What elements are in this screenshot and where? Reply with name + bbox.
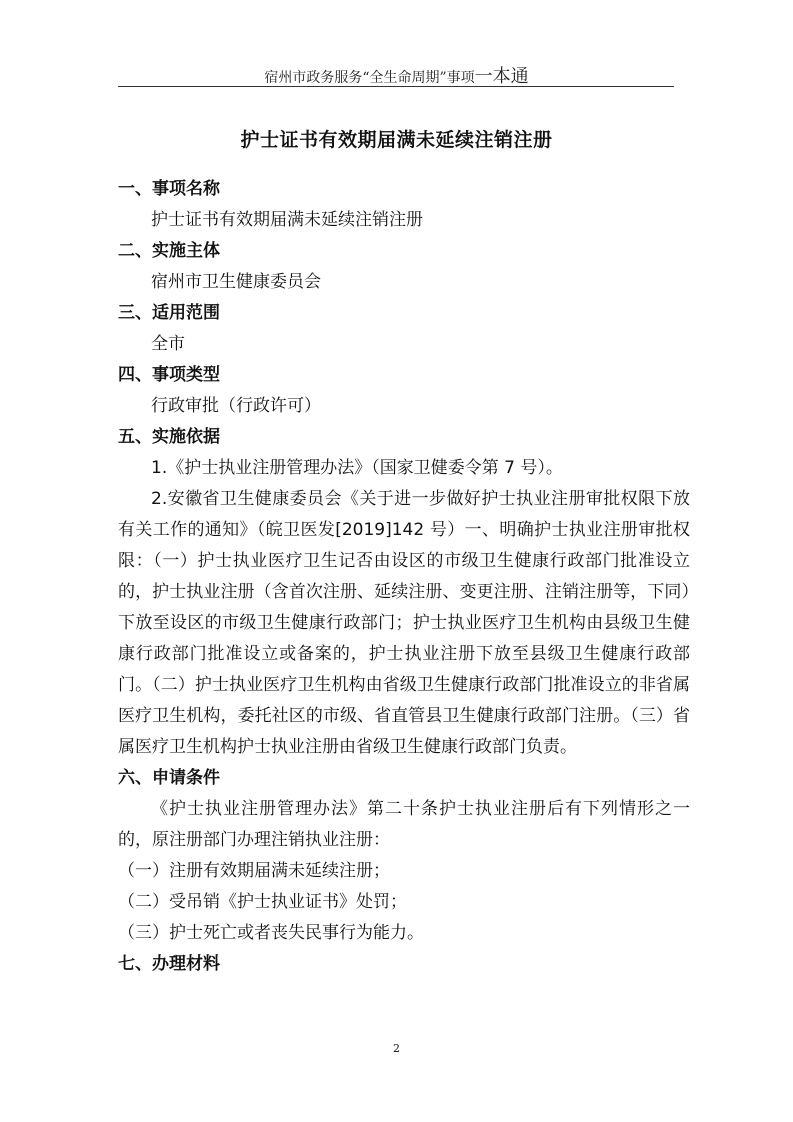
section-value-implementer: 宿州市卫生健康委员会 (151, 272, 321, 292)
document-title: 护士证书有效期届满未延续注销注册 (240, 129, 553, 151)
page-number: 2 (393, 1042, 400, 1055)
section-heading-basis: 五、实施依据 (118, 427, 220, 447)
condition-item-3: （三）护士死亡或者丧失民事行为能力。 (118, 923, 424, 943)
section-value-scope: 全市 (151, 334, 185, 354)
running-header (0, 62, 793, 88)
document-body (118, 174, 690, 980)
running-header-text: 宿州市政务服务“全生命周期”事项 (264, 70, 475, 86)
section-heading-item-name: 一、事项名称 (118, 179, 220, 199)
basis-paragraph-2: 2.安徽省卫生健康委员会《关于进一步做好护士执业注册审批权限下放有关工作的通知》（皖卫医发[2019]142 号）一、明确护士执业注册审批权限：（一）护士执业医疗卫生记否由设区的市级卫生健康行政部门批准设立的，护士执业注册（含首次注册、延续注册、变更注册、注销注册等，下同）下放至设区的市级卫生健康行政部门；护士执业医疗卫生机构由县级卫生健康行政部门批准设立或备案的，护士执业注册下放至县级卫生健康行政部门。（二）护士执业医疗卫生机构由省级卫生健康行政部门批准设立的非省属医疗卫生机构，委托社区的市级、省直管县卫生健康行政部门注册。（三）省属医疗卫生机构护士执业注册由省级卫生健康行政部门负责。 (118, 489, 690, 757)
header-rule (118, 86, 674, 87)
condition-item-1: （一）注册有效期届满未延续注册； (118, 861, 390, 881)
section-value-item-name: 护士证书有效期届满未延续注销注册 (151, 210, 423, 230)
section-heading-implementer: 二、实施主体 (118, 241, 220, 261)
section-heading-materials: 七、办理材料 (118, 954, 220, 974)
section-heading-scope: 三、适用范围 (118, 303, 220, 323)
section-heading-item-type: 四、事项类型 (118, 365, 220, 385)
conditions-intro: 《护士执业注册管理办法》第二十条护士执业注册后有下列情形之一的，原注册部门办理注销执业注册： (118, 799, 690, 850)
section-heading-conditions: 六、申请条件 (118, 768, 220, 788)
basis-paragraph-1: 1.《护士执业注册管理办法》（国家卫健委令第 7 号）。 (151, 458, 563, 478)
section-value-item-type: 行政审批（行政许可） (151, 396, 321, 416)
condition-item-2: （二）受吊销《护士执业证书》处罚； (118, 892, 407, 912)
running-header-suffix: 一本通 (474, 66, 529, 87)
